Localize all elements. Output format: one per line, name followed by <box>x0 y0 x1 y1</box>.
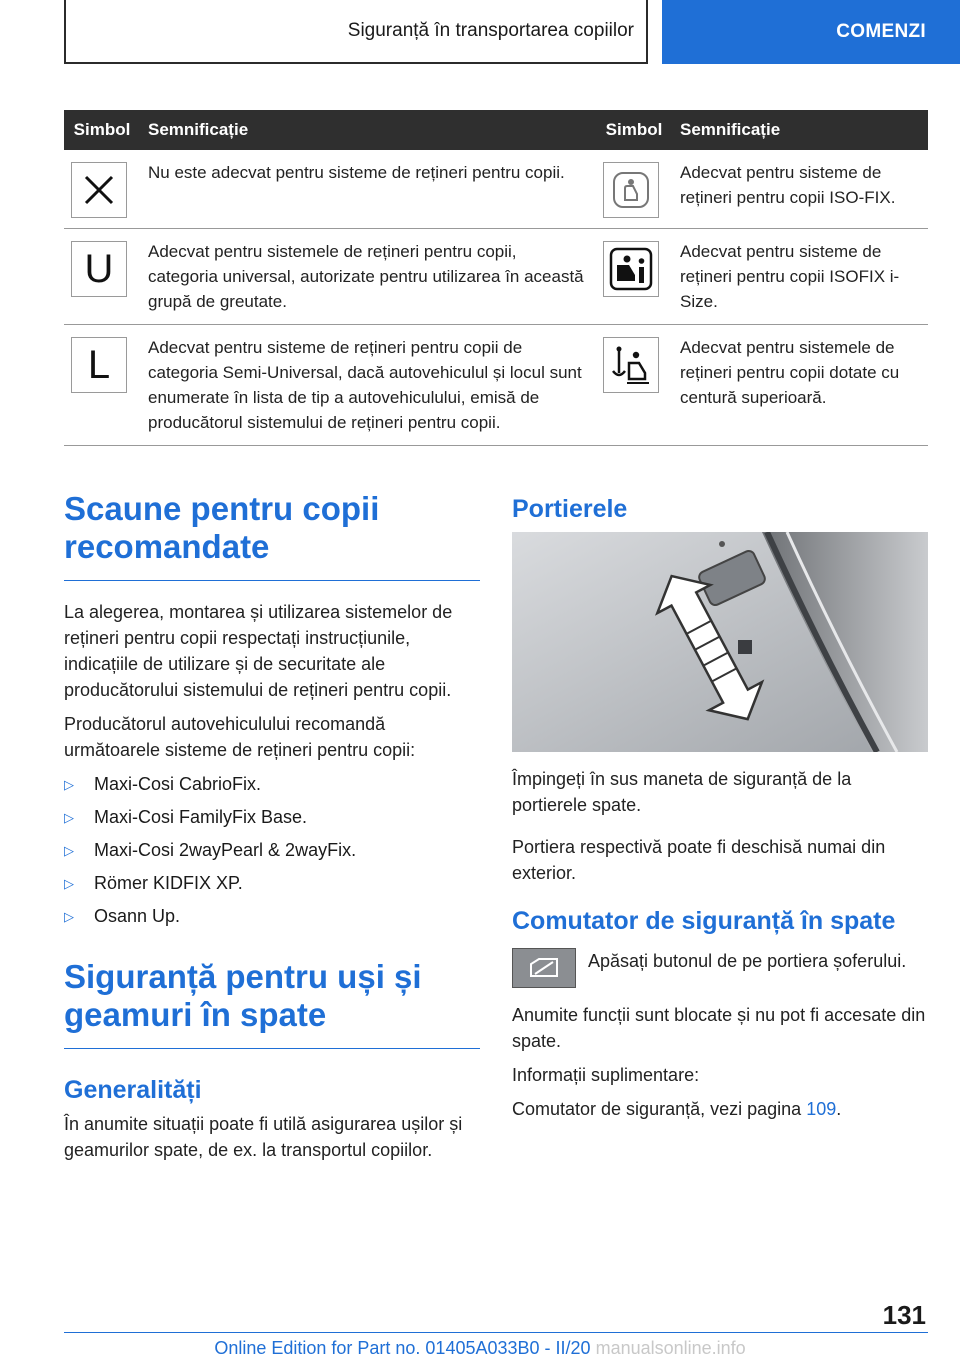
list-item <box>64 804 480 831</box>
isofix-seat-icon <box>603 162 659 218</box>
chapter-label: COMENZI <box>836 21 926 42</box>
cross-reference-end: . <box>836 1099 842 1119</box>
triangle-bullet-icon: ▷ <box>64 777 74 792</box>
meaning-cell: Adecvat pentru sisteme de rețineri pentru copii ISO-FIX. <box>672 150 928 229</box>
header-chapter-tab[interactable] <box>662 0 960 64</box>
isize-seat-icon <box>603 241 659 297</box>
right-column <box>512 490 928 1130</box>
symbol-cell <box>64 325 140 446</box>
paragraph: Apăsați butonul de pe portiera șoferului. <box>588 951 907 971</box>
list-item-text: Maxi-Cosi CabrioFix. <box>94 774 262 794</box>
left-column <box>64 490 480 1171</box>
door-child-lock-image <box>512 532 928 752</box>
cross-reference-text: Comutator de siguranță, vezi pagina <box>512 1099 802 1119</box>
edition-text: Online Edition for Part no. 01405A033B0 - II/20 <box>214 1338 591 1358</box>
triangle-bullet-icon: ▷ <box>64 909 74 924</box>
paragraph: Împingeți în sus maneta de siguranță de la portierele spate. <box>512 769 852 815</box>
meaning-cell: Adecvat pentru sistemele de rețineri pentru copii dotate cu centură superioară. <box>672 325 928 446</box>
paragraph: Informații suplimentare: <box>512 1065 700 1085</box>
table-row <box>64 229 928 325</box>
list-item-text: Maxi-Cosi 2wayPearl & 2wayFix. <box>94 840 357 860</box>
list-item-text: Maxi-Cosi FamilyFix Base. <box>94 807 308 827</box>
heading-recommended-seats: Scaune pentru copii recomandate <box>64 490 480 581</box>
subheading-doors: Portierele <box>512 495 628 523</box>
triangle-bullet-icon: ▷ <box>64 843 74 858</box>
header-section-title <box>64 0 648 64</box>
top-tether-seat-icon <box>603 337 659 393</box>
paragraph: În anumite situații poate fi utilă asigurarea ușilor și geamurilor spate, de ex. la transportul copiilor. <box>64 1114 463 1160</box>
symbol-table <box>64 110 928 446</box>
l-symbol <box>71 337 127 393</box>
watermark-text: manualsonline.info <box>595 1338 746 1358</box>
footer-divider <box>64 1332 928 1333</box>
meaning-cell: Adecvat pentru sisteme de rețineri pentru copii de categoria Semi-Universal, dacă autovehiculul și locul sunt enumerate în lista de tip a autovehiculului, emisă de producătorul sistemului de rețineri pentru copii. <box>140 325 596 446</box>
u-symbol <box>71 241 127 297</box>
paragraph: Anumite funcții sunt blocate și nu pot fi accesate din spate. <box>512 1005 926 1051</box>
table-header-cell: Semnificație <box>672 110 928 150</box>
meaning-cell: Nu este adecvat pentru sisteme de rețineri pentru copii. <box>140 150 596 229</box>
table-row <box>64 325 928 446</box>
symbol-cell <box>64 229 140 325</box>
l-letter: L <box>87 343 111 387</box>
list-item-text: Römer KIDFIX XP. <box>94 873 243 893</box>
symbol-cell <box>596 325 672 446</box>
list-item <box>64 837 480 864</box>
list-item <box>64 903 480 930</box>
table-header-cell: Simbol <box>596 110 672 150</box>
triangle-bullet-icon: ▷ <box>64 876 74 891</box>
symbol-cell <box>596 229 672 325</box>
symbol-cell <box>596 150 672 229</box>
section-title-text: Siguranță în transportarea copiilor <box>347 20 634 41</box>
list-item <box>64 870 480 897</box>
triangle-bullet-icon: ▷ <box>64 810 74 825</box>
meaning-cell: Adecvat pentru sistemele de rețineri pentru copii, categoria universal, autorizate pentru utilizarea în această grupă de greutate. <box>140 229 596 325</box>
window-lock-button-icon <box>512 948 576 988</box>
x-icon <box>71 162 127 218</box>
paragraph: Portiera respectivă poate fi deschisă numai din exterior. <box>512 837 886 883</box>
page-link[interactable]: 109 <box>806 1099 837 1119</box>
table-header-cell: Simbol <box>64 110 140 150</box>
list-item-text: Osann Up. <box>94 906 181 926</box>
table-row <box>64 150 928 229</box>
footer-edition <box>0 1338 960 1359</box>
recommended-seats-list <box>64 771 480 930</box>
paragraph: Producătorul autovehiculului recomandă următoarele sisteme de rețineri pentru copii: <box>64 714 416 760</box>
table-header-row <box>64 110 928 150</box>
page-number: 131 <box>882 1300 926 1330</box>
meaning-cell: Adecvat pentru sisteme de rețineri pentru copii ISOFIX i-Size. <box>672 229 928 325</box>
heading-door-window-safety: Siguranță pentru uși și geamuri în spate <box>64 958 480 1049</box>
table-header-cell: Semnificație <box>140 110 596 150</box>
paragraph: La alegerea, montarea și utilizarea sistemelor de rețineri pentru copii respectați instrucțiunile, indicațiile de utilizare și de securitate ale producătorului sistemului de rețineri pentru copii. <box>64 602 453 700</box>
list-item <box>64 771 480 798</box>
subheading-rear-safety-switch: Comutator de siguranță în spate <box>512 907 896 935</box>
u-letter: U <box>84 247 114 291</box>
symbol-cell <box>64 150 140 229</box>
cross-reference <box>512 1096 928 1122</box>
safety-switch-instruction <box>512 948 928 988</box>
subheading-general: Generalități <box>64 1076 202 1104</box>
